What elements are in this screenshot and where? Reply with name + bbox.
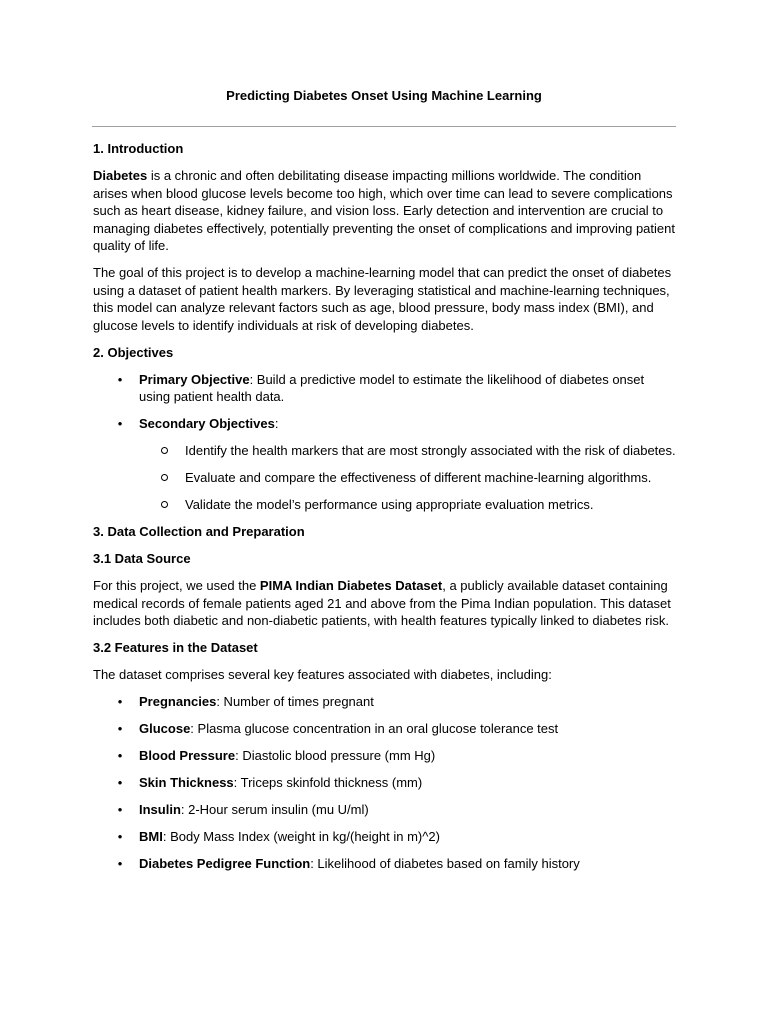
feature-name: Insulin bbox=[139, 802, 181, 817]
list-item-secondary-objectives bbox=[93, 415, 678, 514]
list-item-feature bbox=[93, 747, 678, 765]
subsection-heading-features: 3.2 Features in the Dataset bbox=[93, 640, 258, 655]
section-heading-introduction: 1. Introduction bbox=[93, 141, 184, 156]
feature-desc: : Diastolic blood pressure (mm Hg) bbox=[235, 748, 436, 763]
subsection-heading-data-source: 3.1 Data Source bbox=[93, 551, 191, 566]
bullet-icon: • bbox=[117, 694, 123, 709]
feature-desc: : 2-Hour serum insulin (mu U/ml) bbox=[180, 802, 369, 817]
secondary-objective-text: Identify the health markers that are most strongly associated with the risk of diabetes. bbox=[185, 443, 676, 458]
document-title: Predicting Diabetes Onset Using Machine Learning bbox=[226, 88, 542, 103]
bullet-icon: • bbox=[117, 856, 123, 871]
primary-objective-label: Primary Objective bbox=[139, 371, 250, 387]
bullet-icon: • bbox=[117, 748, 123, 763]
document-body bbox=[93, 140, 678, 882]
list-item bbox=[139, 496, 678, 514]
secondary-objective-text: Validate the model’s performance using appropriate evaluation metrics. bbox=[185, 497, 594, 512]
feature-name: Diabetes Pedigree Function bbox=[139, 856, 311, 871]
data-source-text-post: , a publicly available dataset containing medical records of female patients aged 21 and above from the Pima Indian population. This dataset includes both diabetic and non-diabetic patients, with health features typically linked to diabetes risk. bbox=[93, 578, 671, 628]
list-item-feature bbox=[93, 801, 678, 819]
list-item-feature bbox=[93, 693, 678, 711]
intro-paragraph-2: The goal of this project is to develop a machine-learning model that can predict the onset of diabetes using a dataset of patient health markers. By leveraging statistical and machine-learning techniques, this model can analyze relevant factors such as age, blood pressure, body mass index (BMI), and glucose levels to identify individuals at risk of developing diabetes. bbox=[93, 265, 672, 333]
secondary-objectives-colon: : bbox=[274, 416, 279, 431]
feature-desc: : Body Mass Index (weight in kg/(height in m)^2) bbox=[162, 829, 440, 844]
list-item bbox=[139, 442, 678, 460]
hollow-bullet-icon bbox=[161, 447, 168, 454]
list-item-primary-objective bbox=[93, 371, 678, 406]
bullet-icon: • bbox=[117, 775, 123, 790]
list-item bbox=[139, 469, 678, 487]
list-item-feature bbox=[93, 774, 678, 792]
bullet-icon: • bbox=[117, 371, 123, 387]
bullet-icon: • bbox=[117, 416, 123, 431]
features-intro: The dataset comprises several key features associated with diabetes, including: bbox=[93, 667, 552, 682]
feature-desc: : Plasma glucose concentration in an oral glucose tolerance test bbox=[190, 721, 559, 736]
feature-name: Pregnancies bbox=[139, 694, 217, 709]
feature-name: BMI bbox=[139, 829, 163, 844]
list-item-feature bbox=[93, 828, 678, 846]
hollow-bullet-icon bbox=[161, 501, 168, 508]
data-source-text-pre: For this project, we used the bbox=[93, 578, 260, 593]
section-heading-objectives: 2. Objectives bbox=[93, 344, 174, 360]
intro-bold-term: Diabetes bbox=[93, 168, 148, 183]
list-item-feature bbox=[93, 855, 678, 873]
bullet-icon: • bbox=[117, 721, 123, 736]
feature-name: Blood Pressure bbox=[139, 748, 236, 763]
bullet-icon: • bbox=[117, 802, 123, 817]
intro-paragraph-1 bbox=[93, 167, 678, 255]
title-divider bbox=[92, 126, 676, 127]
primary-objective-text: : Build a predictive model to estimate the likelihood of diabetes onset using patient health data. bbox=[139, 371, 645, 404]
feature-name: Skin Thickness bbox=[139, 775, 234, 790]
intro-paragraph-1-text: is a chronic and often debilitating disease impacting millions worldwide. The condition arises when blood glucose levels become too high, which over time can lead to severe complications such as heart disease, kidney failure, and vision loss. Early detection and intervention are crucial to managing diabetes effectively, potentially preventing the onset of complications and improving patient quality of life. bbox=[93, 168, 675, 253]
secondary-objectives-label: Secondary Objectives bbox=[139, 416, 275, 431]
secondary-objectives-list bbox=[139, 442, 678, 514]
feature-desc: : Likelihood of diabetes based on family history bbox=[310, 856, 580, 871]
secondary-objective-text: Evaluate and compare the effectiveness of different machine-learning algorithms. bbox=[185, 470, 652, 485]
objectives-list bbox=[93, 371, 678, 514]
list-item-feature bbox=[93, 720, 678, 738]
features-list bbox=[93, 693, 678, 873]
feature-desc: : Number of times pregnant bbox=[216, 694, 374, 709]
hollow-bullet-icon bbox=[161, 474, 168, 481]
feature-desc: : Triceps skinfold thickness (mm) bbox=[233, 775, 423, 790]
feature-name: Glucose bbox=[139, 721, 191, 736]
dataset-name: PIMA Indian Diabetes Dataset bbox=[259, 578, 443, 593]
bullet-icon: • bbox=[117, 829, 123, 844]
data-source-paragraph bbox=[93, 577, 678, 630]
section-heading-data-collection: 3. Data Collection and Preparation bbox=[93, 524, 305, 539]
